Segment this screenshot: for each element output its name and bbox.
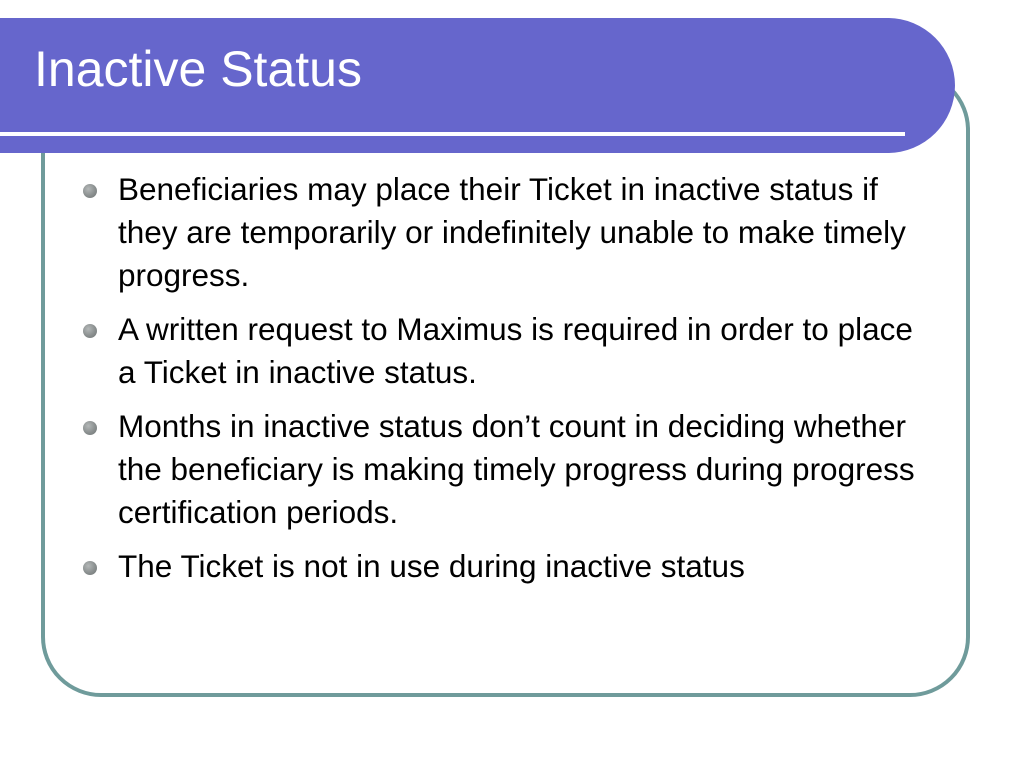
slide-title: Inactive Status <box>34 41 362 97</box>
bullet-text: Months in inactive status don’t count in deciding whether the beneficiary is making timely progress during progress certification periods. <box>118 408 915 530</box>
bullet-text: The Ticket is not in use during inactive status <box>118 548 745 584</box>
bullet-dot-icon <box>83 421 97 435</box>
bullet-item <box>80 168 920 297</box>
bullet-text: Beneficiaries may place their Ticket in inactive status if they are temporarily or indefinitely unable to make timely progress. <box>118 171 906 293</box>
bullet-list <box>80 168 920 599</box>
bullet-item <box>80 545 920 588</box>
bullet-item <box>80 405 920 534</box>
bullet-dot-icon <box>83 184 97 198</box>
bullet-dot-icon <box>83 561 97 575</box>
bullet-dot-icon <box>83 324 97 338</box>
title-underline <box>0 132 905 136</box>
bullet-item <box>80 308 920 394</box>
bullet-text: A written request to Maximus is required in order to place a Ticket in inactive status. <box>118 311 913 390</box>
